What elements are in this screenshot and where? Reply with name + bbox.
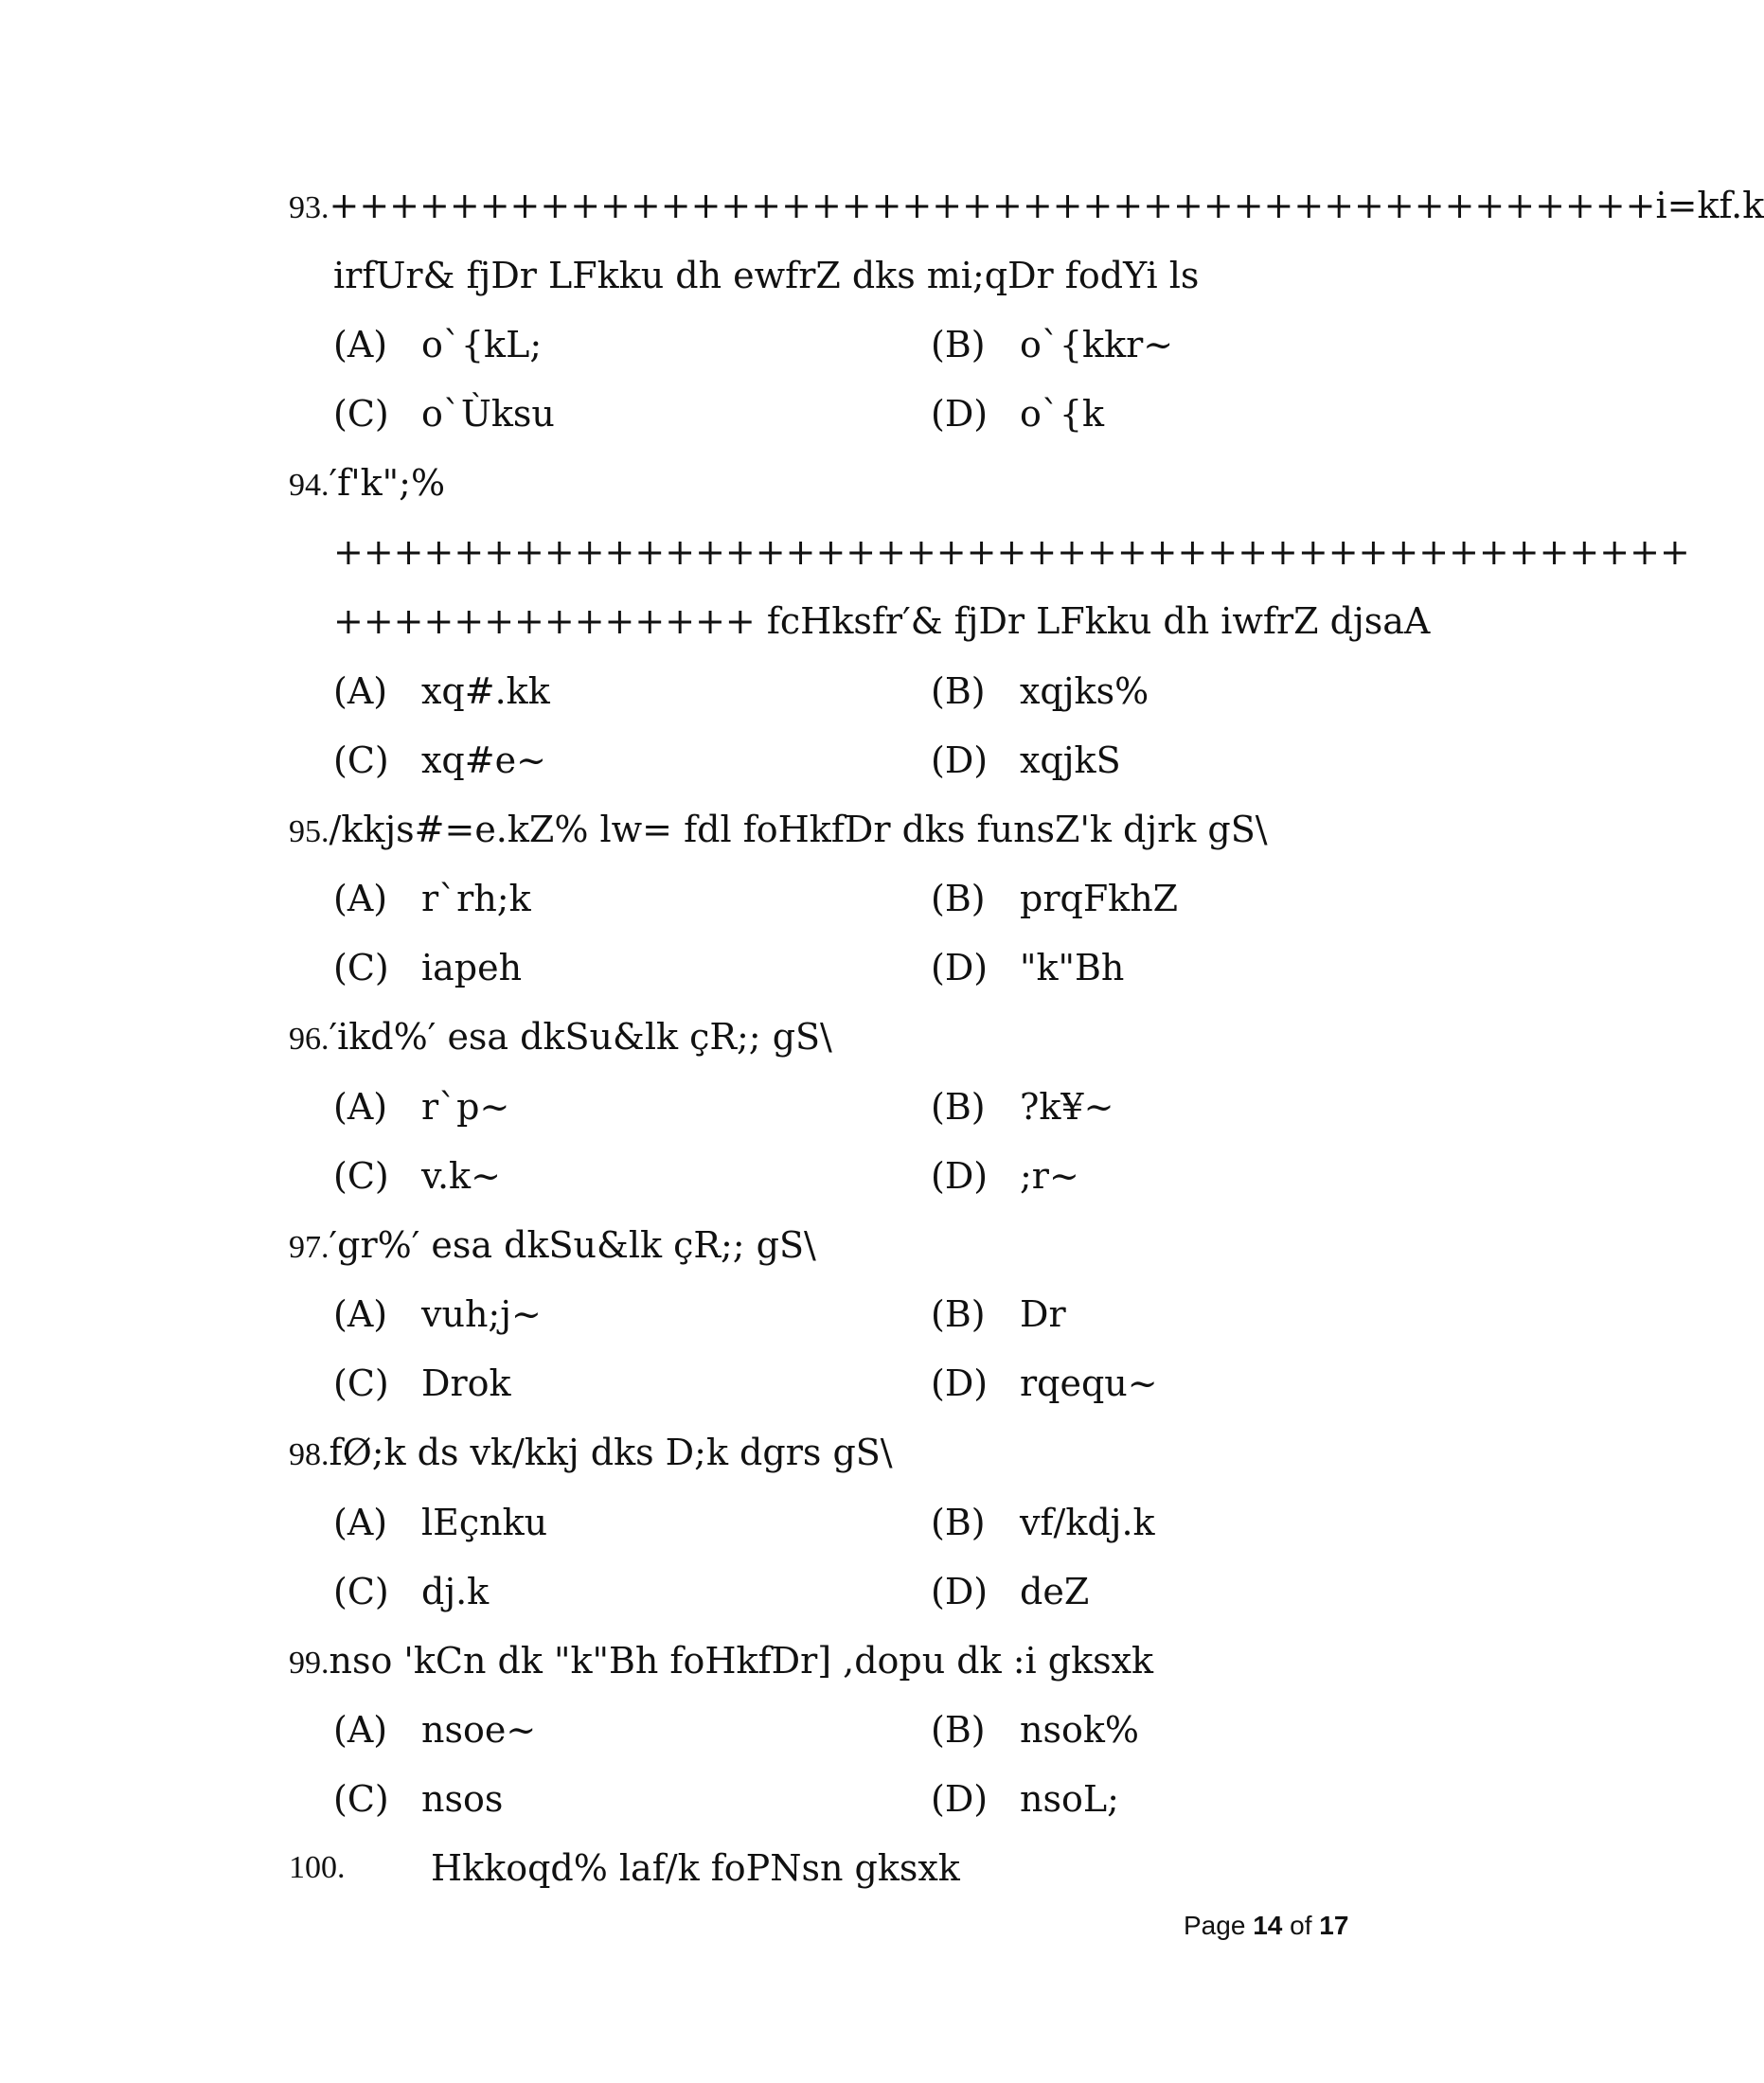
option-letter: (C) (333, 947, 389, 988)
option-text: Dr (1020, 1293, 1066, 1335)
option-letter: (D) (931, 393, 989, 435)
option-letter: (C) (333, 1155, 389, 1197)
option-text: o`{k (1020, 393, 1105, 435)
option-letter: (A) (333, 1502, 388, 1543)
current-page: 14 (1253, 1911, 1283, 1940)
of-word: of (1290, 1911, 1312, 1940)
option-text: o`{kkr~ (1020, 324, 1174, 365)
option-text: nsos (421, 1778, 504, 1820)
option-letter: (D) (931, 947, 989, 988)
option-text: vuh;j~ (421, 1293, 542, 1335)
option-letter: (C) (333, 739, 389, 781)
page-number (1184, 1913, 1348, 1939)
option-letter: (B) (931, 1086, 986, 1128)
option-letter: (B) (931, 670, 986, 712)
option-letter: (A) (333, 878, 388, 919)
question-95-line-1: 95./kkjs#=e.kZ% lw= fdl foHkfDr dks funsZ'k djrk gS\ (289, 809, 1268, 850)
option-text: xqjks% (1020, 670, 1149, 712)
option-text: lEçnku (421, 1502, 548, 1543)
question-93-line-2: irfUr& fjDr LFkku dh ewfrZ dks mi;qDr fodYi ls (333, 255, 1200, 296)
question-96-line-1: 96.′ikd%′ esa dkSu&lk çR;; gS\ (289, 1016, 832, 1058)
question-94-line-1: 94.′f'k";% (289, 462, 446, 504)
option-letter: (C) (333, 1362, 389, 1404)
option-letter: (D) (931, 1155, 989, 1197)
option-letter: (A) (333, 1709, 388, 1751)
total-pages: 17 (1319, 1911, 1349, 1940)
option-text: nsok% (1020, 1709, 1139, 1751)
option-letter: (B) (931, 1709, 986, 1751)
option-text: dj.k (421, 1571, 490, 1612)
option-text: r`p~ (421, 1086, 510, 1128)
question-98-line-1: 98.fØ;k ds vk/kkj dks D;k dgrs gS\ (289, 1432, 893, 1473)
option-text: o`{kL; (421, 324, 543, 365)
option-letter: (A) (333, 1293, 388, 1335)
page-word: Page (1184, 1911, 1246, 1940)
option-letter: (B) (931, 1293, 986, 1335)
question-97-line-1: 97.′gr%′ esa dkSu&lk çR;; gS\ (289, 1224, 816, 1266)
option-text: "k"Bh (1020, 947, 1125, 988)
option-letter: (B) (931, 1502, 986, 1543)
option-text: xq#.kk (421, 670, 550, 712)
option-letter: (D) (931, 1571, 989, 1612)
option-text: xqjkS (1020, 739, 1121, 781)
option-text: xq#e~ (421, 739, 546, 781)
option-text: rqequ~ (1020, 1362, 1158, 1404)
option-letter: (D) (931, 1362, 989, 1404)
option-text: ?k¥~ (1020, 1086, 1114, 1128)
option-text: nsoe~ (421, 1709, 537, 1751)
option-text: nsoL; (1020, 1778, 1119, 1820)
option-letter: (A) (333, 670, 388, 712)
option-letter: (B) (931, 324, 986, 365)
question-93-line-1: 93.++++++++++++++++++++++++++++++++++++++++++++i=kf.k (289, 185, 1764, 226)
option-letter: (C) (333, 393, 389, 435)
option-text: iapeh (421, 947, 523, 988)
option-letter: (B) (931, 878, 986, 919)
option-text: ;r~ (1020, 1155, 1079, 1197)
option-letter: (D) (931, 1778, 989, 1820)
option-text: r`rh;k (421, 878, 531, 919)
question-100-number: 100. (289, 1850, 346, 1885)
option-text: o`Ùksu (421, 393, 555, 435)
question-99-line-1: 99.nso 'kCn dk "k"Bh foHkfDr] ,dopu dk :i gksxk (289, 1640, 1154, 1682)
option-letter: (D) (931, 739, 989, 781)
option-letter: (C) (333, 1778, 389, 1820)
question-94-line-2: +++++++++++++++++++++++++++++++++++++++++++++ (333, 531, 1690, 573)
option-text: vf/kdj.k (1020, 1502, 1155, 1543)
option-text: Drok (421, 1362, 511, 1404)
option-letter: (A) (333, 1086, 388, 1128)
option-letter: (A) (333, 324, 388, 365)
question-100-line-1: Hkkoqd% laf/k foPNsn gksxk (431, 1847, 960, 1889)
option-text: v.k~ (421, 1155, 501, 1197)
option-text: deZ (1020, 1571, 1090, 1612)
question-94-line-3: ++++++++++++++ fcHksfr′& fjDr LFkku dh iwfrZ djsaA (333, 600, 1431, 642)
option-letter: (C) (333, 1571, 389, 1612)
option-text: prqFkhZ (1020, 878, 1179, 919)
